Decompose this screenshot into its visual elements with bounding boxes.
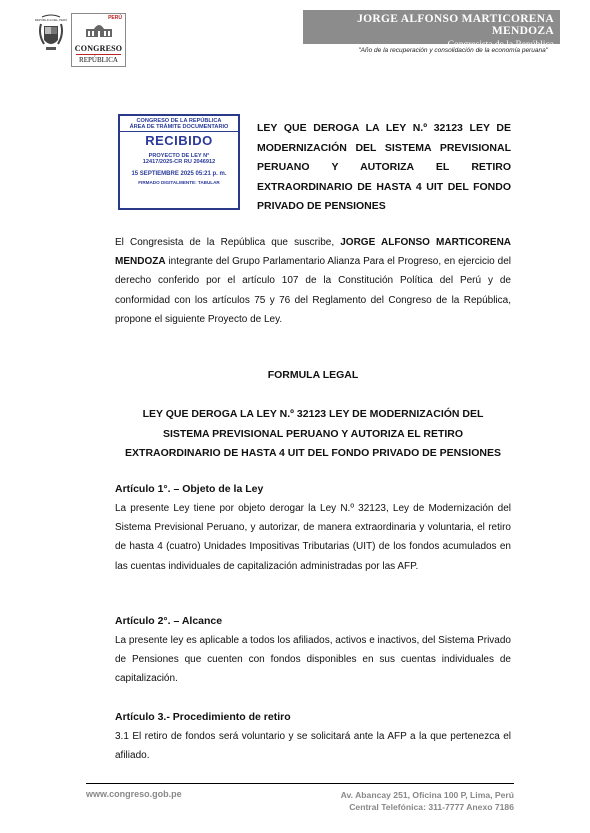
footer-address: Av. Abancay 251, Oficina 100 P, Lima, Perú	[340, 790, 514, 800]
stamp-line4: 12417/2025-CR RU 2046912	[142, 159, 216, 165]
logo-title: CONGRESO	[74, 44, 123, 53]
intro-post: integrante del Grupo Parlamentario Alianza Para el Progreso, en ejercicio del derecho conferido por el artículo 107 de la Constitución Política del Perú y de conformidad con los artículos 75 y 76 del Reglamento del Congreso de la República, propone el siguiente Proyecto de Ley.	[115, 256, 511, 325]
reception-stamp	[118, 114, 240, 210]
article-text: 3.1 El retiro de fondos será voluntario y se solicitará ante la AFP a la que pertenezca el afiliado.	[115, 731, 511, 762]
logo-country: PERÚ	[108, 15, 122, 21]
stamp-line1: CONGRESO DE LA REPÚBLICA	[136, 118, 222, 124]
article-text: La presente ley es aplicable a todos los afiliados, activos e inactivos, del Sistema Privado de Pensiones que cuenten con fondos disponibles en sus cuentas individuales de capitalización.	[115, 635, 511, 685]
congress-member-banner	[303, 10, 560, 50]
law-title	[115, 405, 511, 464]
shield-caption: REPÚBLICA DEL PERÚ	[34, 18, 68, 22]
footer-contact	[341, 789, 514, 813]
congreso-logo	[71, 13, 126, 67]
logo-divider	[76, 54, 121, 55]
stamp-line2: ÁREA DE TRÁMITE DOCUMENTARIO	[129, 124, 229, 130]
law-title-line: LEY QUE DEROGA LA LEY N.º 32123 LEY DE MODERNIZACIÓN DEL	[142, 408, 484, 420]
intro-pre: El Congresista de la República que suscribe,	[115, 237, 341, 248]
article-text: La presente Ley tiene por objeto derogar la Ley N.º 32123, Ley de Modernización del Sistema Previsional Peruano, y autorizar, de manera extraordinaria y voluntaria, el retiro de hasta 4 (cuatro) Unidades Impositivas Tributarias (UIT) de los fondos acumulados en las cuentas individuales de capitalización administradas por las AFP.	[115, 503, 511, 572]
stamp-datetime: 15 SEPTIEMBRE 2025 05:21 p. m.	[131, 171, 227, 177]
footer-website: www.congreso.gob.pe	[86, 789, 182, 799]
intro-paragraph	[115, 233, 511, 329]
year-motto: "Año de la recuperación y consolidación de la economía peruana"	[358, 47, 548, 54]
stamp-signed: FIRMADO DIGITALMENTE: TABULAR	[138, 180, 220, 185]
article-heading: Artículo 2°. – Alcance	[115, 615, 223, 627]
congress-member-name: JORGE ALFONSO MARTICORENA MENDOZA	[357, 13, 554, 37]
article-heading: Artículo 3.- Procedimiento de retiro	[115, 711, 291, 723]
stamp-status: RECIBIDO	[145, 133, 213, 148]
logo-subtitle: REPÚBLICA	[79, 56, 118, 64]
law-title-line: EXTRAORDINARIO DE HASTA 4 UIT DEL FONDO PRIVADO DE PENSIONES	[125, 447, 501, 459]
article-heading: Artículo 1°. – Objeto de la Ley	[115, 483, 264, 495]
formula-heading: FORMULA LEGAL	[267, 369, 359, 381]
bill-title: LEY QUE DEROGA LA LEY N.º 32123 LEY DE MODERNIZACIÓN DEL SISTEMA PREVISIONAL PERUANO Y AUTORIZA EL RETIRO EXTRAORDINARIO DE HASTA 4 UIT DEL FONDO PRIVADO DE PENSIONES	[257, 122, 511, 212]
congress-member-role: Congresista de la República	[447, 40, 554, 50]
congress-building-icon	[84, 22, 114, 38]
footer-divider	[86, 783, 514, 784]
stamp-line3: PROYECTO DE LEY N°	[148, 153, 210, 159]
peru-coat-of-arms-icon	[34, 14, 68, 62]
stamp-divider	[120, 131, 238, 132]
law-title-line: SISTEMA PREVISIONAL PERUANO Y AUTORIZA EL RETIRO	[162, 427, 464, 440]
footer-phone: Central Telefónica: 311-7777 Anexo 7186	[349, 802, 514, 812]
intro-name: JORGE ALFONSO MARTICORENA MENDOZA	[115, 237, 512, 268]
